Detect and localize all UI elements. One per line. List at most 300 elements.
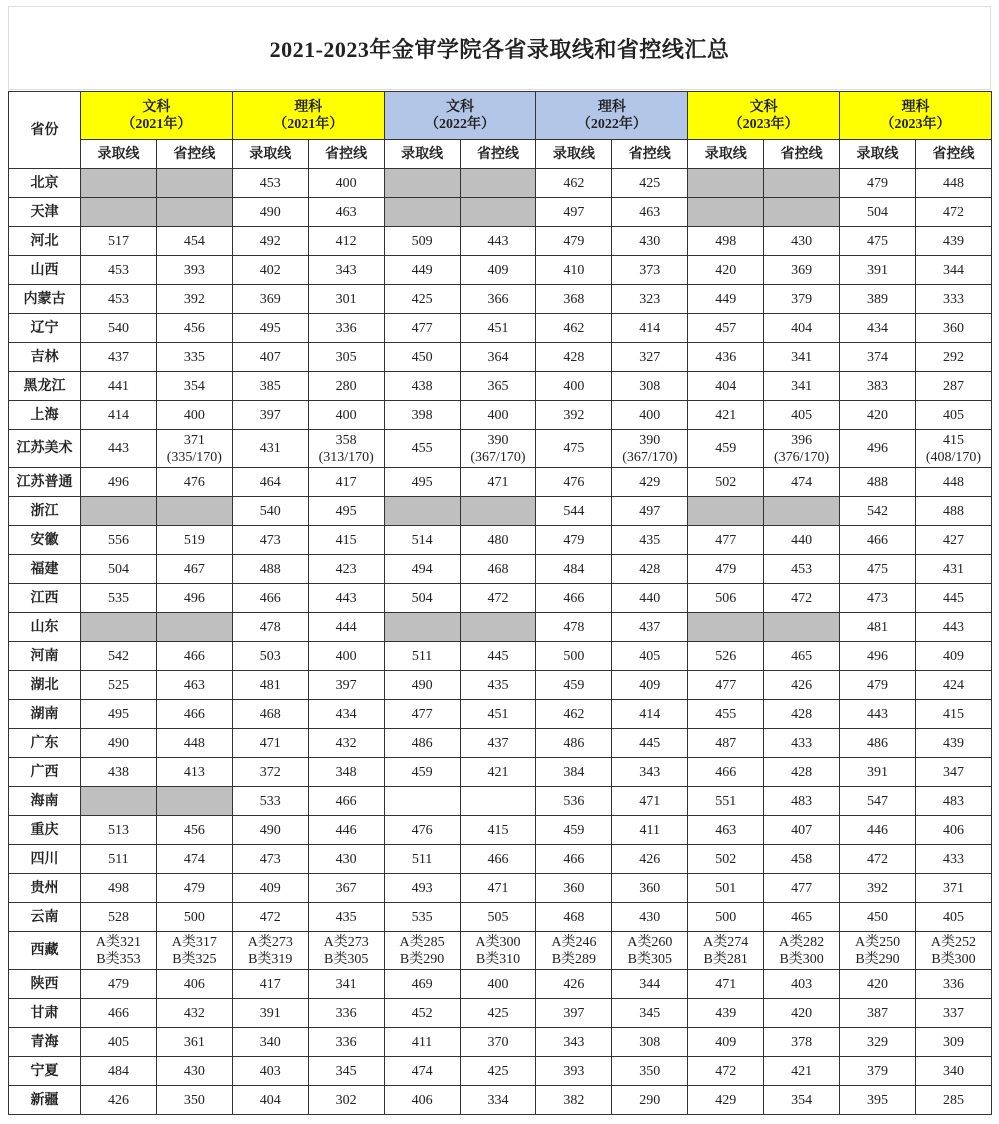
control-line-cell: 390 (367/170) bbox=[612, 430, 688, 468]
admission-line-cell: 372 bbox=[232, 758, 308, 787]
province-cell: 重庆 bbox=[9, 816, 81, 845]
control-line-cell: 446 bbox=[308, 816, 384, 845]
control-line-cell: 471 bbox=[612, 787, 688, 816]
province-cell: 贵州 bbox=[9, 874, 81, 903]
control-line-cell: 421 bbox=[764, 1057, 840, 1086]
control-line-cell: 456 bbox=[156, 816, 232, 845]
admission-line-cell: 438 bbox=[384, 372, 460, 401]
control-line-cell: 335 bbox=[156, 343, 232, 372]
control-line-cell: 336 bbox=[308, 314, 384, 343]
control-line-cell: 463 bbox=[308, 198, 384, 227]
admission-line-cell: 407 bbox=[232, 343, 308, 372]
admission-line-cell: 402 bbox=[232, 256, 308, 285]
control-line-cell: 369 bbox=[764, 256, 840, 285]
control-line-cell: 429 bbox=[612, 468, 688, 497]
control-line-cell: 336 bbox=[308, 1028, 384, 1057]
control-line-cell: 451 bbox=[460, 314, 536, 343]
unavailable-cell bbox=[384, 497, 460, 526]
admission-line-cell: 450 bbox=[840, 903, 916, 932]
control-line-cell: 448 bbox=[156, 729, 232, 758]
admission-line-cell: 453 bbox=[81, 285, 157, 314]
control-line-cell: 409 bbox=[460, 256, 536, 285]
unavailable-cell bbox=[764, 613, 840, 642]
control-line-cell: 427 bbox=[915, 526, 991, 555]
control-line-cell: 472 bbox=[460, 584, 536, 613]
admission-line-cell: 469 bbox=[384, 970, 460, 999]
control-line-cell: 309 bbox=[915, 1028, 991, 1057]
unavailable-cell bbox=[81, 787, 157, 816]
admission-line-cell: 400 bbox=[536, 372, 612, 401]
admission-line-cell: 479 bbox=[688, 555, 764, 584]
control-line-cell: 415 (408/170) bbox=[915, 430, 991, 468]
admission-line-cell: 514 bbox=[384, 526, 460, 555]
admission-line-cell: 501 bbox=[688, 874, 764, 903]
control-line-cell: 445 bbox=[612, 729, 688, 758]
province-cell: 黑龙江 bbox=[9, 372, 81, 401]
control-line-cell: 341 bbox=[308, 970, 384, 999]
control-line-cell: 337 bbox=[915, 999, 991, 1028]
admission-line-cell: 535 bbox=[81, 584, 157, 613]
admission-line-cell: 473 bbox=[232, 845, 308, 874]
province-cell: 内蒙古 bbox=[9, 285, 81, 314]
control-line-cell: 405 bbox=[612, 642, 688, 671]
admission-line-cell: 490 bbox=[232, 816, 308, 845]
admission-line-cell: 511 bbox=[81, 845, 157, 874]
unavailable-cell bbox=[156, 169, 232, 198]
admission-line-header: 录取线 bbox=[232, 140, 308, 169]
control-line-cell: 477 bbox=[764, 874, 840, 903]
admission-line-cell: 495 bbox=[384, 468, 460, 497]
admission-line-cell: 479 bbox=[81, 970, 157, 999]
admission-line-cell: 484 bbox=[81, 1057, 157, 1086]
admission-line-cell: 329 bbox=[840, 1028, 916, 1057]
control-line-cell: 435 bbox=[612, 526, 688, 555]
control-line-cell: 472 bbox=[915, 198, 991, 227]
table-row bbox=[9, 999, 992, 1028]
control-line-cell: 413 bbox=[156, 758, 232, 787]
unavailable-cell bbox=[81, 169, 157, 198]
admission-line-cell: 536 bbox=[536, 787, 612, 816]
table-row bbox=[9, 526, 992, 555]
admission-line-cell: 495 bbox=[232, 314, 308, 343]
admission-line-cell: 533 bbox=[232, 787, 308, 816]
admission-line-cell: 466 bbox=[536, 584, 612, 613]
admission-line-cell: 459 bbox=[536, 816, 612, 845]
control-line-cell: 439 bbox=[915, 227, 991, 256]
admission-line-cell: 450 bbox=[384, 343, 460, 372]
unavailable-cell bbox=[156, 497, 232, 526]
admission-line-header: 录取线 bbox=[81, 140, 157, 169]
table-row bbox=[9, 169, 992, 198]
admission-line-cell: 411 bbox=[384, 1028, 460, 1057]
control-line-cell: 433 bbox=[764, 729, 840, 758]
control-line-cell bbox=[460, 787, 536, 816]
control-line-cell: 456 bbox=[156, 314, 232, 343]
admission-line-cell bbox=[384, 787, 460, 816]
control-line-cell: 348 bbox=[308, 758, 384, 787]
admission-line-cell: A类321 B类353 bbox=[81, 932, 157, 970]
control-line-cell: 472 bbox=[764, 584, 840, 613]
control-line-cell: 428 bbox=[764, 758, 840, 787]
admission-line-cell: 392 bbox=[840, 874, 916, 903]
admission-line-cell: 525 bbox=[81, 671, 157, 700]
control-line-cell: 403 bbox=[764, 970, 840, 999]
province-cell: 吉林 bbox=[9, 343, 81, 372]
control-line-cell: 392 bbox=[156, 285, 232, 314]
control-line-cell: 519 bbox=[156, 526, 232, 555]
admission-line-cell: 374 bbox=[840, 343, 916, 372]
admission-line-cell: 486 bbox=[840, 729, 916, 758]
control-line-cell: 414 bbox=[612, 314, 688, 343]
table-row bbox=[9, 970, 992, 999]
unavailable-cell bbox=[764, 169, 840, 198]
admission-line-cell: 481 bbox=[232, 671, 308, 700]
admission-line-cell: 477 bbox=[688, 526, 764, 555]
admission-line-cell: 488 bbox=[232, 555, 308, 584]
control-line-cell: A类317 B类325 bbox=[156, 932, 232, 970]
province-cell: 四川 bbox=[9, 845, 81, 874]
control-line-cell: 343 bbox=[612, 758, 688, 787]
admission-line-cell: 462 bbox=[536, 169, 612, 198]
control-line-cell: 437 bbox=[612, 613, 688, 642]
admission-line-cell: A类273 B类319 bbox=[232, 932, 308, 970]
unavailable-cell bbox=[156, 787, 232, 816]
admission-line-cell: 487 bbox=[688, 729, 764, 758]
control-line-cell: A类252 B类300 bbox=[915, 932, 991, 970]
table-row bbox=[9, 874, 992, 903]
table-row bbox=[9, 729, 992, 758]
control-line-cell: 445 bbox=[460, 642, 536, 671]
province-cell: 福建 bbox=[9, 555, 81, 584]
province-cell: 江苏普通 bbox=[9, 468, 81, 497]
admission-line-cell: 526 bbox=[688, 642, 764, 671]
admission-line-cell: 479 bbox=[536, 227, 612, 256]
control-line-cell: 350 bbox=[612, 1057, 688, 1086]
admission-line-cell: 385 bbox=[232, 372, 308, 401]
admission-line-cell: 547 bbox=[840, 787, 916, 816]
admission-line-cell: 504 bbox=[840, 198, 916, 227]
control-line-cell: 280 bbox=[308, 372, 384, 401]
admission-line-cell: 369 bbox=[232, 285, 308, 314]
control-line-cell: 445 bbox=[915, 584, 991, 613]
table-row bbox=[9, 584, 992, 613]
admission-line-header: 录取线 bbox=[384, 140, 460, 169]
admission-line-cell: 459 bbox=[384, 758, 460, 787]
control-line-cell: 421 bbox=[460, 758, 536, 787]
table-row bbox=[9, 642, 992, 671]
admission-line-cell: 387 bbox=[840, 999, 916, 1028]
control-line-cell: 347 bbox=[915, 758, 991, 787]
control-line-header: 省控线 bbox=[308, 140, 384, 169]
admission-line-cell: 455 bbox=[688, 700, 764, 729]
admission-line-cell: 490 bbox=[232, 198, 308, 227]
admission-line-cell: 506 bbox=[688, 584, 764, 613]
unavailable-cell bbox=[764, 198, 840, 227]
control-line-cell: 425 bbox=[460, 1057, 536, 1086]
province-cell: 广西 bbox=[9, 758, 81, 787]
header-row-subcolumns bbox=[9, 140, 992, 169]
province-cell: 北京 bbox=[9, 169, 81, 198]
province-cell: 安徽 bbox=[9, 526, 81, 555]
admission-line-cell: 441 bbox=[81, 372, 157, 401]
admission-line-cell: 477 bbox=[384, 314, 460, 343]
table-row bbox=[9, 787, 992, 816]
unavailable-cell bbox=[81, 613, 157, 642]
admission-line-cell: 466 bbox=[840, 526, 916, 555]
control-line-cell: 393 bbox=[156, 256, 232, 285]
admission-line-header: 录取线 bbox=[840, 140, 916, 169]
admission-line-cell: 343 bbox=[536, 1028, 612, 1057]
control-line-cell: 415 bbox=[460, 816, 536, 845]
table-row bbox=[9, 285, 992, 314]
control-line-cell: 430 bbox=[308, 845, 384, 874]
admission-line-cell: 498 bbox=[81, 874, 157, 903]
admission-line-cell: 551 bbox=[688, 787, 764, 816]
admission-line-cell: 471 bbox=[232, 729, 308, 758]
admission-line-cell: 421 bbox=[688, 401, 764, 430]
control-line-cell: 400 bbox=[612, 401, 688, 430]
control-line-cell: 305 bbox=[308, 343, 384, 372]
table-row bbox=[9, 401, 992, 430]
table-row bbox=[9, 845, 992, 874]
admission-line-cell: 502 bbox=[688, 845, 764, 874]
group-header: 文科 （2021年） bbox=[81, 92, 233, 140]
admission-line-cell: 455 bbox=[384, 430, 460, 468]
header-row-groups bbox=[9, 92, 992, 140]
province-cell: 宁夏 bbox=[9, 1057, 81, 1086]
control-line-cell: A类273 B类305 bbox=[308, 932, 384, 970]
control-line-cell: 379 bbox=[764, 285, 840, 314]
admission-line-cell: 453 bbox=[81, 256, 157, 285]
control-line-cell: 440 bbox=[612, 584, 688, 613]
admission-line-cell: 490 bbox=[384, 671, 460, 700]
control-line-header: 省控线 bbox=[460, 140, 536, 169]
admission-line-cell: 420 bbox=[840, 970, 916, 999]
control-line-cell: 466 bbox=[156, 700, 232, 729]
control-line-cell: 443 bbox=[460, 227, 536, 256]
admission-line-cell: 556 bbox=[81, 526, 157, 555]
table-row bbox=[9, 1086, 992, 1115]
control-line-cell: 415 bbox=[308, 526, 384, 555]
admission-line-cell: 488 bbox=[840, 468, 916, 497]
control-line-cell: 308 bbox=[612, 1028, 688, 1057]
admission-line-header: 录取线 bbox=[536, 140, 612, 169]
control-line-header: 省控线 bbox=[764, 140, 840, 169]
table-row bbox=[9, 1057, 992, 1086]
control-line-cell: 407 bbox=[764, 816, 840, 845]
admission-line-cell: A类246 B类289 bbox=[536, 932, 612, 970]
control-line-cell: 354 bbox=[156, 372, 232, 401]
province-cell: 浙江 bbox=[9, 497, 81, 526]
table-row bbox=[9, 903, 992, 932]
admission-line-cell: 493 bbox=[384, 874, 460, 903]
admission-line-cell: 479 bbox=[840, 671, 916, 700]
admission-line-cell: 420 bbox=[840, 401, 916, 430]
admission-line-cell: 393 bbox=[536, 1057, 612, 1086]
control-line-cell: 463 bbox=[612, 198, 688, 227]
control-line-cell: 404 bbox=[764, 314, 840, 343]
control-line-header: 省控线 bbox=[156, 140, 232, 169]
province-cell: 湖南 bbox=[9, 700, 81, 729]
table-row bbox=[9, 314, 992, 343]
control-line-cell: 488 bbox=[915, 497, 991, 526]
admission-line-cell: 398 bbox=[384, 401, 460, 430]
admission-line-cell: 471 bbox=[688, 970, 764, 999]
control-line-cell: 343 bbox=[308, 256, 384, 285]
control-line-header: 省控线 bbox=[612, 140, 688, 169]
admission-line-cell: 420 bbox=[688, 256, 764, 285]
admission-line-cell: 392 bbox=[536, 401, 612, 430]
control-line-cell: 290 bbox=[612, 1086, 688, 1115]
control-line-cell: 327 bbox=[612, 343, 688, 372]
control-line-cell: 448 bbox=[915, 468, 991, 497]
admission-line-cell: 542 bbox=[81, 642, 157, 671]
control-line-cell: 432 bbox=[308, 729, 384, 758]
admission-line-cell: 511 bbox=[384, 642, 460, 671]
control-line-cell: 480 bbox=[460, 526, 536, 555]
control-line-cell: 430 bbox=[612, 903, 688, 932]
table-row bbox=[9, 932, 992, 970]
unavailable-cell bbox=[156, 198, 232, 227]
province-cell: 天津 bbox=[9, 198, 81, 227]
table-body bbox=[9, 169, 992, 1115]
admission-line-cell: 389 bbox=[840, 285, 916, 314]
control-line-cell: 474 bbox=[156, 845, 232, 874]
admission-line-cell: 477 bbox=[688, 671, 764, 700]
control-line-cell: 373 bbox=[612, 256, 688, 285]
province-cell: 河北 bbox=[9, 227, 81, 256]
province-cell: 海南 bbox=[9, 787, 81, 816]
control-line-cell: 364 bbox=[460, 343, 536, 372]
control-line-cell: 287 bbox=[915, 372, 991, 401]
control-line-cell: 444 bbox=[308, 613, 384, 642]
control-line-cell: 400 bbox=[460, 970, 536, 999]
control-line-cell: 412 bbox=[308, 227, 384, 256]
control-line-cell: 471 bbox=[460, 468, 536, 497]
admission-line-cell: 498 bbox=[688, 227, 764, 256]
province-cell: 云南 bbox=[9, 903, 81, 932]
control-line-cell: 468 bbox=[460, 555, 536, 584]
province-cell: 西藏 bbox=[9, 932, 81, 970]
admission-line-header: 录取线 bbox=[688, 140, 764, 169]
unavailable-cell bbox=[764, 497, 840, 526]
unavailable-cell bbox=[460, 169, 536, 198]
admission-line-cell: 443 bbox=[81, 430, 157, 468]
control-line-cell: 430 bbox=[612, 227, 688, 256]
admission-line-cell: 439 bbox=[688, 999, 764, 1028]
province-cell: 山西 bbox=[9, 256, 81, 285]
control-line-cell: 308 bbox=[612, 372, 688, 401]
control-line-cell: 426 bbox=[764, 671, 840, 700]
admission-line-cell: 453 bbox=[232, 169, 308, 198]
province-cell: 陕西 bbox=[9, 970, 81, 999]
admission-line-cell: 517 bbox=[81, 227, 157, 256]
control-line-cell: 340 bbox=[915, 1057, 991, 1086]
admission-line-cell: 468 bbox=[232, 700, 308, 729]
control-line-cell: 365 bbox=[460, 372, 536, 401]
control-line-cell: 341 bbox=[764, 372, 840, 401]
admission-line-cell: 426 bbox=[536, 970, 612, 999]
control-line-cell: 497 bbox=[612, 497, 688, 526]
unavailable-cell bbox=[688, 497, 764, 526]
admission-line-cell: A类274 B类281 bbox=[688, 932, 764, 970]
admission-line-cell: 409 bbox=[688, 1028, 764, 1057]
table-row bbox=[9, 497, 992, 526]
control-line-cell: 426 bbox=[612, 845, 688, 874]
admission-line-cell: 437 bbox=[81, 343, 157, 372]
unavailable-cell bbox=[688, 613, 764, 642]
admission-line-cell: 434 bbox=[840, 314, 916, 343]
admission-line-cell: 540 bbox=[81, 314, 157, 343]
control-line-cell: 371 (335/170) bbox=[156, 430, 232, 468]
admission-line-cell: 409 bbox=[232, 874, 308, 903]
admission-line-cell: 383 bbox=[840, 372, 916, 401]
control-line-cell: 423 bbox=[308, 555, 384, 584]
control-line-cell: 448 bbox=[915, 169, 991, 198]
admission-line-cell: 466 bbox=[688, 758, 764, 787]
admission-line-cell: 382 bbox=[536, 1086, 612, 1115]
admission-line-cell: 503 bbox=[232, 642, 308, 671]
page-title: 2021-2023年金审学院各省录取线和省控线汇总 bbox=[269, 36, 730, 62]
table-row bbox=[9, 372, 992, 401]
admission-line-cell: 468 bbox=[536, 903, 612, 932]
admission-line-cell: 403 bbox=[232, 1057, 308, 1086]
control-line-cell: 463 bbox=[156, 671, 232, 700]
admission-line-cell: 360 bbox=[536, 874, 612, 903]
admission-line-cell: 500 bbox=[688, 903, 764, 932]
admission-line-cell: 391 bbox=[840, 758, 916, 787]
admission-line-cell: 504 bbox=[384, 584, 460, 613]
admission-line-cell: 486 bbox=[384, 729, 460, 758]
control-line-cell: 466 bbox=[308, 787, 384, 816]
admission-line-cell: 391 bbox=[232, 999, 308, 1028]
admission-line-cell: 497 bbox=[536, 198, 612, 227]
control-line-cell: 350 bbox=[156, 1086, 232, 1115]
control-line-cell: 345 bbox=[308, 1057, 384, 1086]
admission-line-cell: 404 bbox=[232, 1086, 308, 1115]
admission-line-cell: 404 bbox=[688, 372, 764, 401]
control-line-cell: 428 bbox=[764, 700, 840, 729]
control-line-cell: 406 bbox=[915, 816, 991, 845]
control-line-cell: 366 bbox=[460, 285, 536, 314]
admission-line-cell: 426 bbox=[81, 1086, 157, 1115]
control-line-cell: 466 bbox=[460, 845, 536, 874]
control-line-cell: 496 bbox=[156, 584, 232, 613]
province-cell: 江苏美术 bbox=[9, 430, 81, 468]
province-cell: 上海 bbox=[9, 401, 81, 430]
province-cell: 辽宁 bbox=[9, 314, 81, 343]
admission-line-cell: 502 bbox=[688, 468, 764, 497]
admission-line-cell: 438 bbox=[81, 758, 157, 787]
admission-line-cell: 479 bbox=[536, 526, 612, 555]
unavailable-cell bbox=[384, 198, 460, 227]
control-line-cell: 397 bbox=[308, 671, 384, 700]
province-cell: 山东 bbox=[9, 613, 81, 642]
control-line-cell: 367 bbox=[308, 874, 384, 903]
control-line-cell: 500 bbox=[156, 903, 232, 932]
table-row bbox=[9, 468, 992, 497]
control-line-cell: 370 bbox=[460, 1028, 536, 1057]
table-row bbox=[9, 671, 992, 700]
table-row bbox=[9, 198, 992, 227]
control-line-cell: 409 bbox=[612, 671, 688, 700]
control-line-cell: 495 bbox=[308, 497, 384, 526]
admission-line-cell: 452 bbox=[384, 999, 460, 1028]
control-line-cell: 434 bbox=[308, 700, 384, 729]
table-row bbox=[9, 343, 992, 372]
admission-line-cell: 486 bbox=[536, 729, 612, 758]
admission-line-cell: 463 bbox=[688, 816, 764, 845]
